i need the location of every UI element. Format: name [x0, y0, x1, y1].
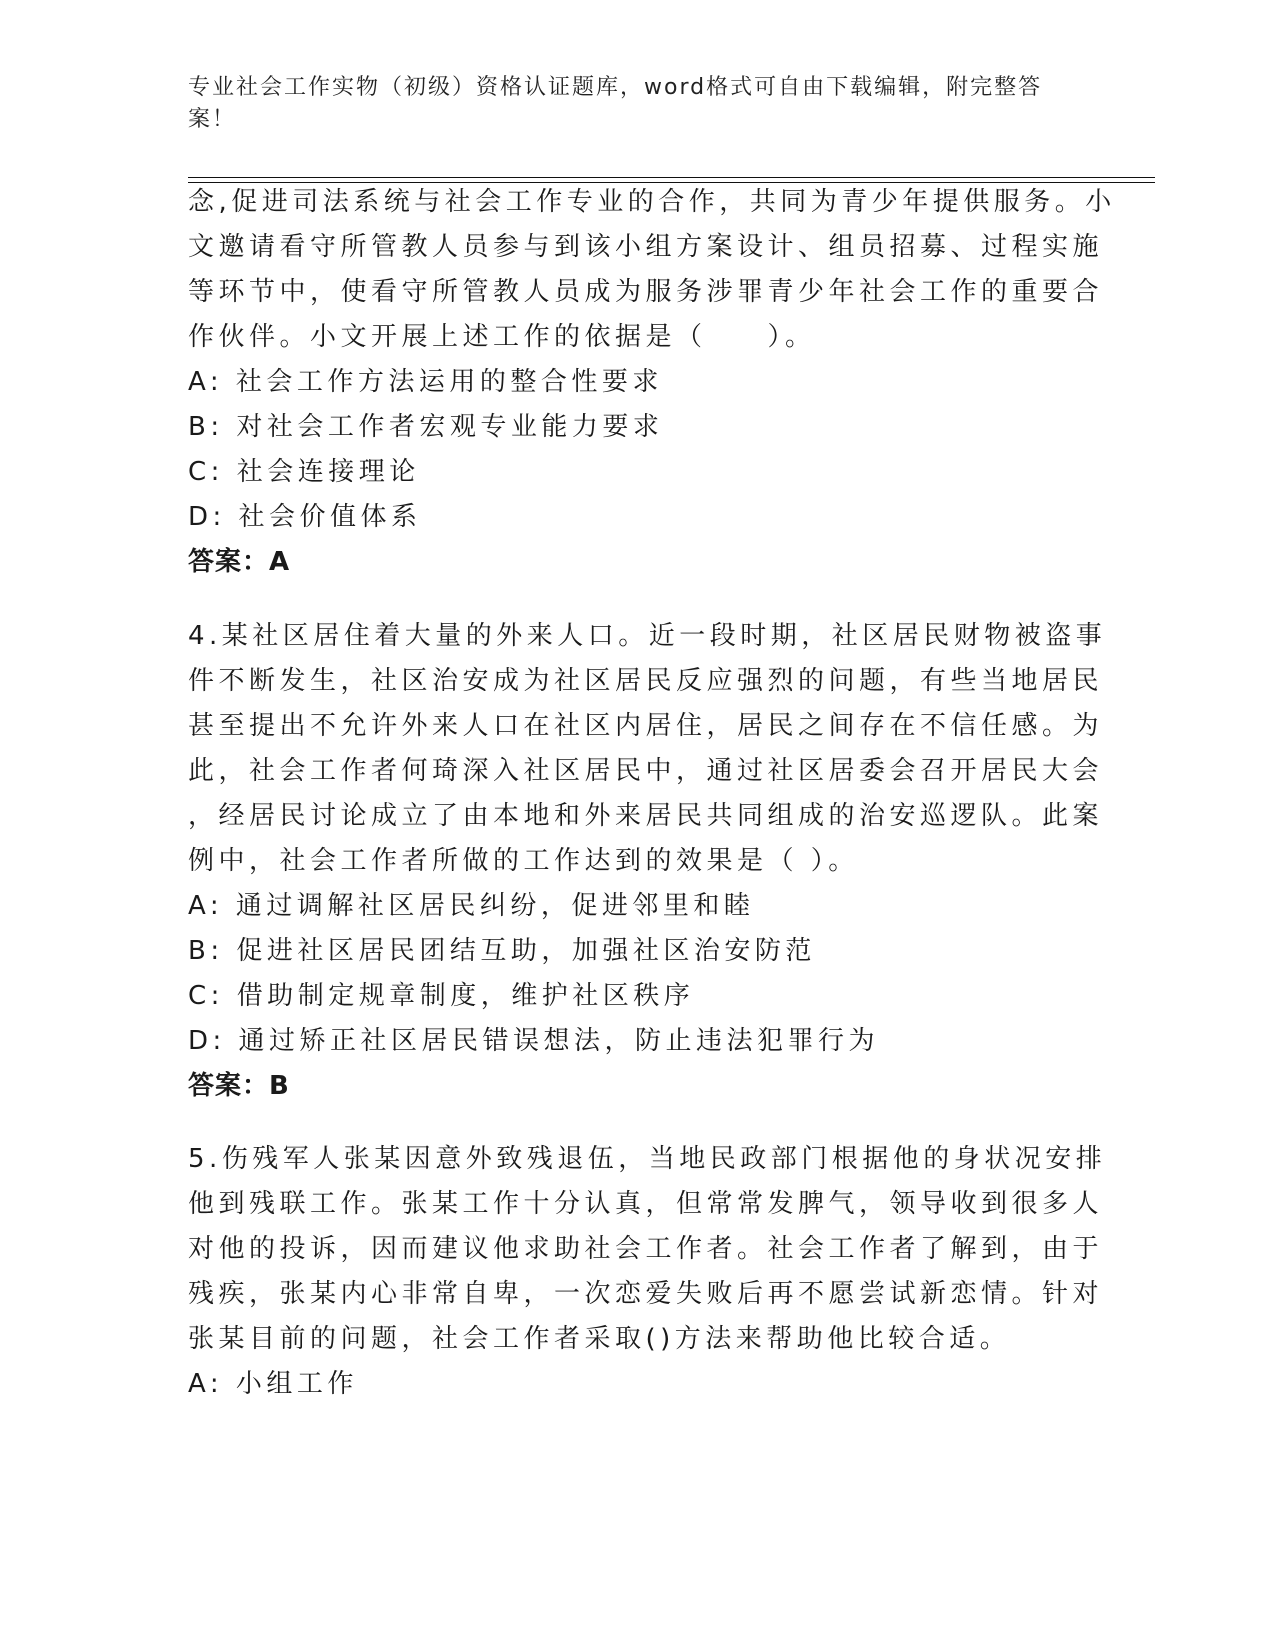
option-text: 对社会工作者宏观专业能力要求 — [236, 412, 664, 442]
option-key: C: — [188, 457, 224, 487]
question-text-line: 作伙伴。小文开展上述工作的依据是（ ）。 — [188, 322, 816, 352]
question-text-line: 他到残联工作。张某工作十分认真，但常常发脾气，领导收到很多人 — [188, 1189, 1104, 1219]
header-line-2: 案！ — [188, 107, 237, 132]
question-text-line: 张某目前的问题，社会工作者采取()方法来帮助他比较合适。 — [188, 1324, 1011, 1354]
page-header — [188, 72, 1068, 136]
question-text-line: 4.某社区居住着大量的外来人口。近一段时期，社区居民财物被盗事 — [188, 621, 1107, 651]
option-b — [188, 405, 1068, 450]
option-text: 促进社区居民团结互助，加强社区治安防范 — [236, 936, 816, 966]
option-key: B: — [188, 412, 224, 442]
option-text: 借助制定规章制度，维护社区秩序 — [236, 981, 695, 1011]
answer-label: 答案：A — [188, 547, 291, 577]
option-key: A: — [188, 367, 224, 397]
question-text-line: 对他的投诉，因而建议他求助社会工作者。社会工作者了解到，由于 — [188, 1234, 1104, 1264]
header-line-1: 专业社会工作实物（初级）资格认证题库，word格式可自由下载编辑，附完整答 — [188, 75, 1043, 100]
option-a — [188, 884, 1068, 929]
question-text-line: 例中，社会工作者所做的工作达到的效果是（ ）。 — [188, 846, 859, 876]
option-key: A: — [188, 1369, 224, 1399]
option-d — [188, 495, 1068, 540]
question-text-line: 此，社会工作者何琦深入社区居民中，通过社区居委会召开居民大会 — [188, 756, 1104, 786]
question-text-line: ，经居民讨论成立了由本地和外来居民共同组成的治安巡逻队。此案 — [188, 801, 1104, 831]
question-text-line: 等环节中，使看守所管教人员成为服务涉罪青少年社会工作的重要合 — [188, 277, 1104, 307]
option-key: D: — [188, 1026, 226, 1056]
option-key: B: — [188, 936, 224, 966]
question-text-line: 件不断发生，社区治安成为社区居民反应强烈的问题，有些当地居民 — [188, 666, 1104, 696]
question-text-line: 念,促进司法系统与社会工作专业的合作，共同为青少年提供服务。小 — [188, 187, 1116, 217]
question-text-line: 文邀请看守所管教人员参与到该小组方案设计、组员招募、过程实施 — [188, 232, 1104, 262]
option-c — [188, 974, 1068, 1019]
question-3 — [188, 180, 1116, 585]
option-text: 社会价值体系 — [238, 502, 422, 532]
option-b — [188, 929, 1068, 974]
option-text: 通过矫正社区居民错误想法，防止违法犯罪行为 — [238, 1026, 880, 1056]
option-c — [188, 450, 1068, 495]
option-text: 社会工作方法运用的整合性要求 — [235, 367, 663, 397]
question-text-line: 5.伤残军人张某因意外致残退伍，当地民政部门根据他的身状况安排 — [188, 1144, 1107, 1174]
header-divider-top — [188, 177, 1155, 178]
option-text: 小组工作 — [235, 1369, 358, 1399]
option-key: C: — [188, 981, 224, 1011]
option-text: 通过调解社区居民纠纷，促进邻里和睦 — [235, 891, 755, 921]
option-d — [188, 1019, 1068, 1064]
question-5 — [188, 1137, 1107, 1407]
question-4 — [188, 614, 1107, 1109]
option-key: A: — [188, 891, 224, 921]
answer-label: 答案：B — [188, 1071, 290, 1101]
option-key: D: — [188, 502, 226, 532]
option-a — [188, 1362, 1068, 1407]
question-text-line: 残疾，张某内心非常自卑，一次恋爱失败后再不愿尝试新恋情。针对 — [188, 1279, 1104, 1309]
question-text-line: 甚至提出不允许外来人口在社区内居住，居民之间存在不信任感。为 — [188, 711, 1104, 741]
option-text: 社会连接理论 — [236, 457, 420, 487]
option-a — [188, 360, 1068, 405]
